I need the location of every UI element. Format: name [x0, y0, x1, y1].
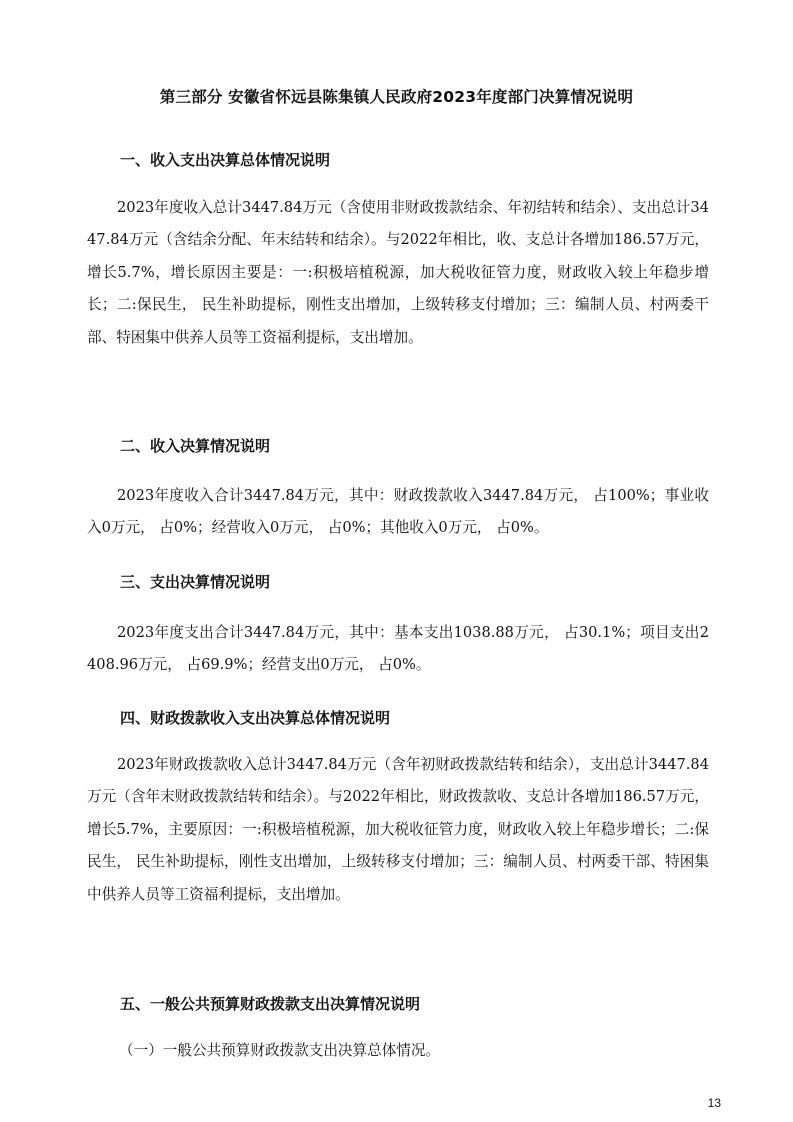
section-3-heading: 三、支出决算情况说明: [120, 573, 271, 591]
section-4-heading: 四、财政拨款收入支出决算总体情况说明: [120, 709, 391, 727]
page-number: 13: [707, 1096, 721, 1110]
section-2-paragraph: 2023年度收入合计3447.84万元，其中：财政拨款收入3447.84万元， 占100%；事业收入0万元， 占0%；经营收入0万元， 占0%；其他收入0万元， 占0%。: [87, 487, 709, 537]
page-title: 第三部分 安徽省怀远县陈集镇人民政府2023年度部门决算情况说明: [159, 88, 634, 106]
section-1-paragraph: 2023年度收入总计3447.84万元（含使用非财政拨款结余、年初结转和结余）、支出总计3447.84万元（含结余分配、年末结转和结余）。与2022年相比，收、支总计各增加186.57万元，增长5.7%，增长原因主要是：一:积极培植税源，加大税收征管力度，财政收入较上年稳步增长；二:保民生， 民生补助提标，刚性支出增加，上级转移支付增加；三：编制人员、村两委干部、特困集中供养人员等工资福利提标，支出增加。: [87, 199, 709, 346]
section-3-paragraph: 2023年度支出合计3447.84万元，其中：基本支出1038.88万元， 占30.1%；项目支出2408.96万元， 占69.9%；经营支出0万元， 占0%。: [87, 624, 709, 674]
section-4-paragraph: 2023年财政拨款收入总计3447.84万元（含年初财政拨款结转和结余），支出总计3447.84万元（含年末财政拨款结转和结余）。与2022年相比，财政拨款收、支总计各增加186.57万元，增长5.7%，主要原因：一:积极培植税源，加大税收征管力度，财政收入较上年稳步增长；二:保民生， 民生补助提标，刚性支出增加，上级转移支付增加；三：编制人员、村两委干部、特困集中供养人员等工资福利提标，支出增加。: [87, 756, 709, 903]
section-2-heading: 二、收入决算情况说明: [120, 437, 271, 455]
section-1-heading: 一、收入支出决算总体情况说明: [120, 151, 331, 169]
section-5-heading: 五、一般公共预算财政拨款支出决算情况说明: [120, 995, 421, 1013]
section-5-subheading: （一）一般公共预算财政拨款支出决算总体情况。: [119, 1042, 441, 1059]
